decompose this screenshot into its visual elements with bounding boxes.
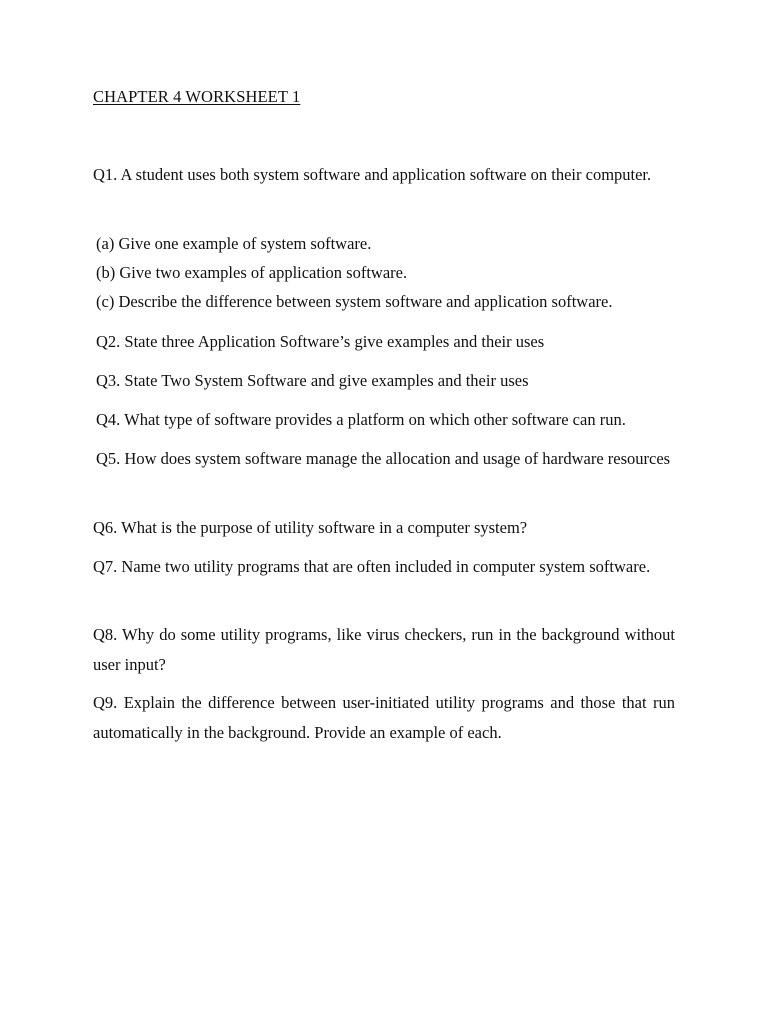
question-6: Q6. What is the purpose of utility software in a computer system? bbox=[93, 518, 528, 537]
question-1-part-c: (c) Describe the difference between system software and application software. bbox=[96, 292, 613, 311]
question-9: Q9. Explain the difference between user-initiated utility programs and those that run automatically in the background. Provide an example of each. bbox=[93, 693, 675, 742]
page-title: CHAPTER 4 WORKSHEET 1 bbox=[93, 87, 301, 106]
question-7: Q7. Name two utility programs that are often included in computer system software. bbox=[93, 557, 651, 576]
question-1: Q1. A student uses both system software and application software on their computer. bbox=[93, 165, 652, 184]
question-4: Q4. What type of software provides a platform on which other software can run. bbox=[96, 410, 626, 429]
question-2: Q2. State three Application Software’s give examples and their uses bbox=[96, 332, 545, 351]
question-3: Q3. State Two System Software and give examples and their uses bbox=[96, 371, 529, 390]
question-1-part-a: (a) Give one example of system software. bbox=[96, 234, 372, 253]
question-8: Q8. Why do some utility programs, like virus checkers, run in the background without user input? bbox=[93, 625, 675, 674]
question-5: Q5. How does system software manage the allocation and usage of hardware resources bbox=[96, 449, 671, 468]
question-1-part-b: (b) Give two examples of application software. bbox=[96, 263, 408, 282]
